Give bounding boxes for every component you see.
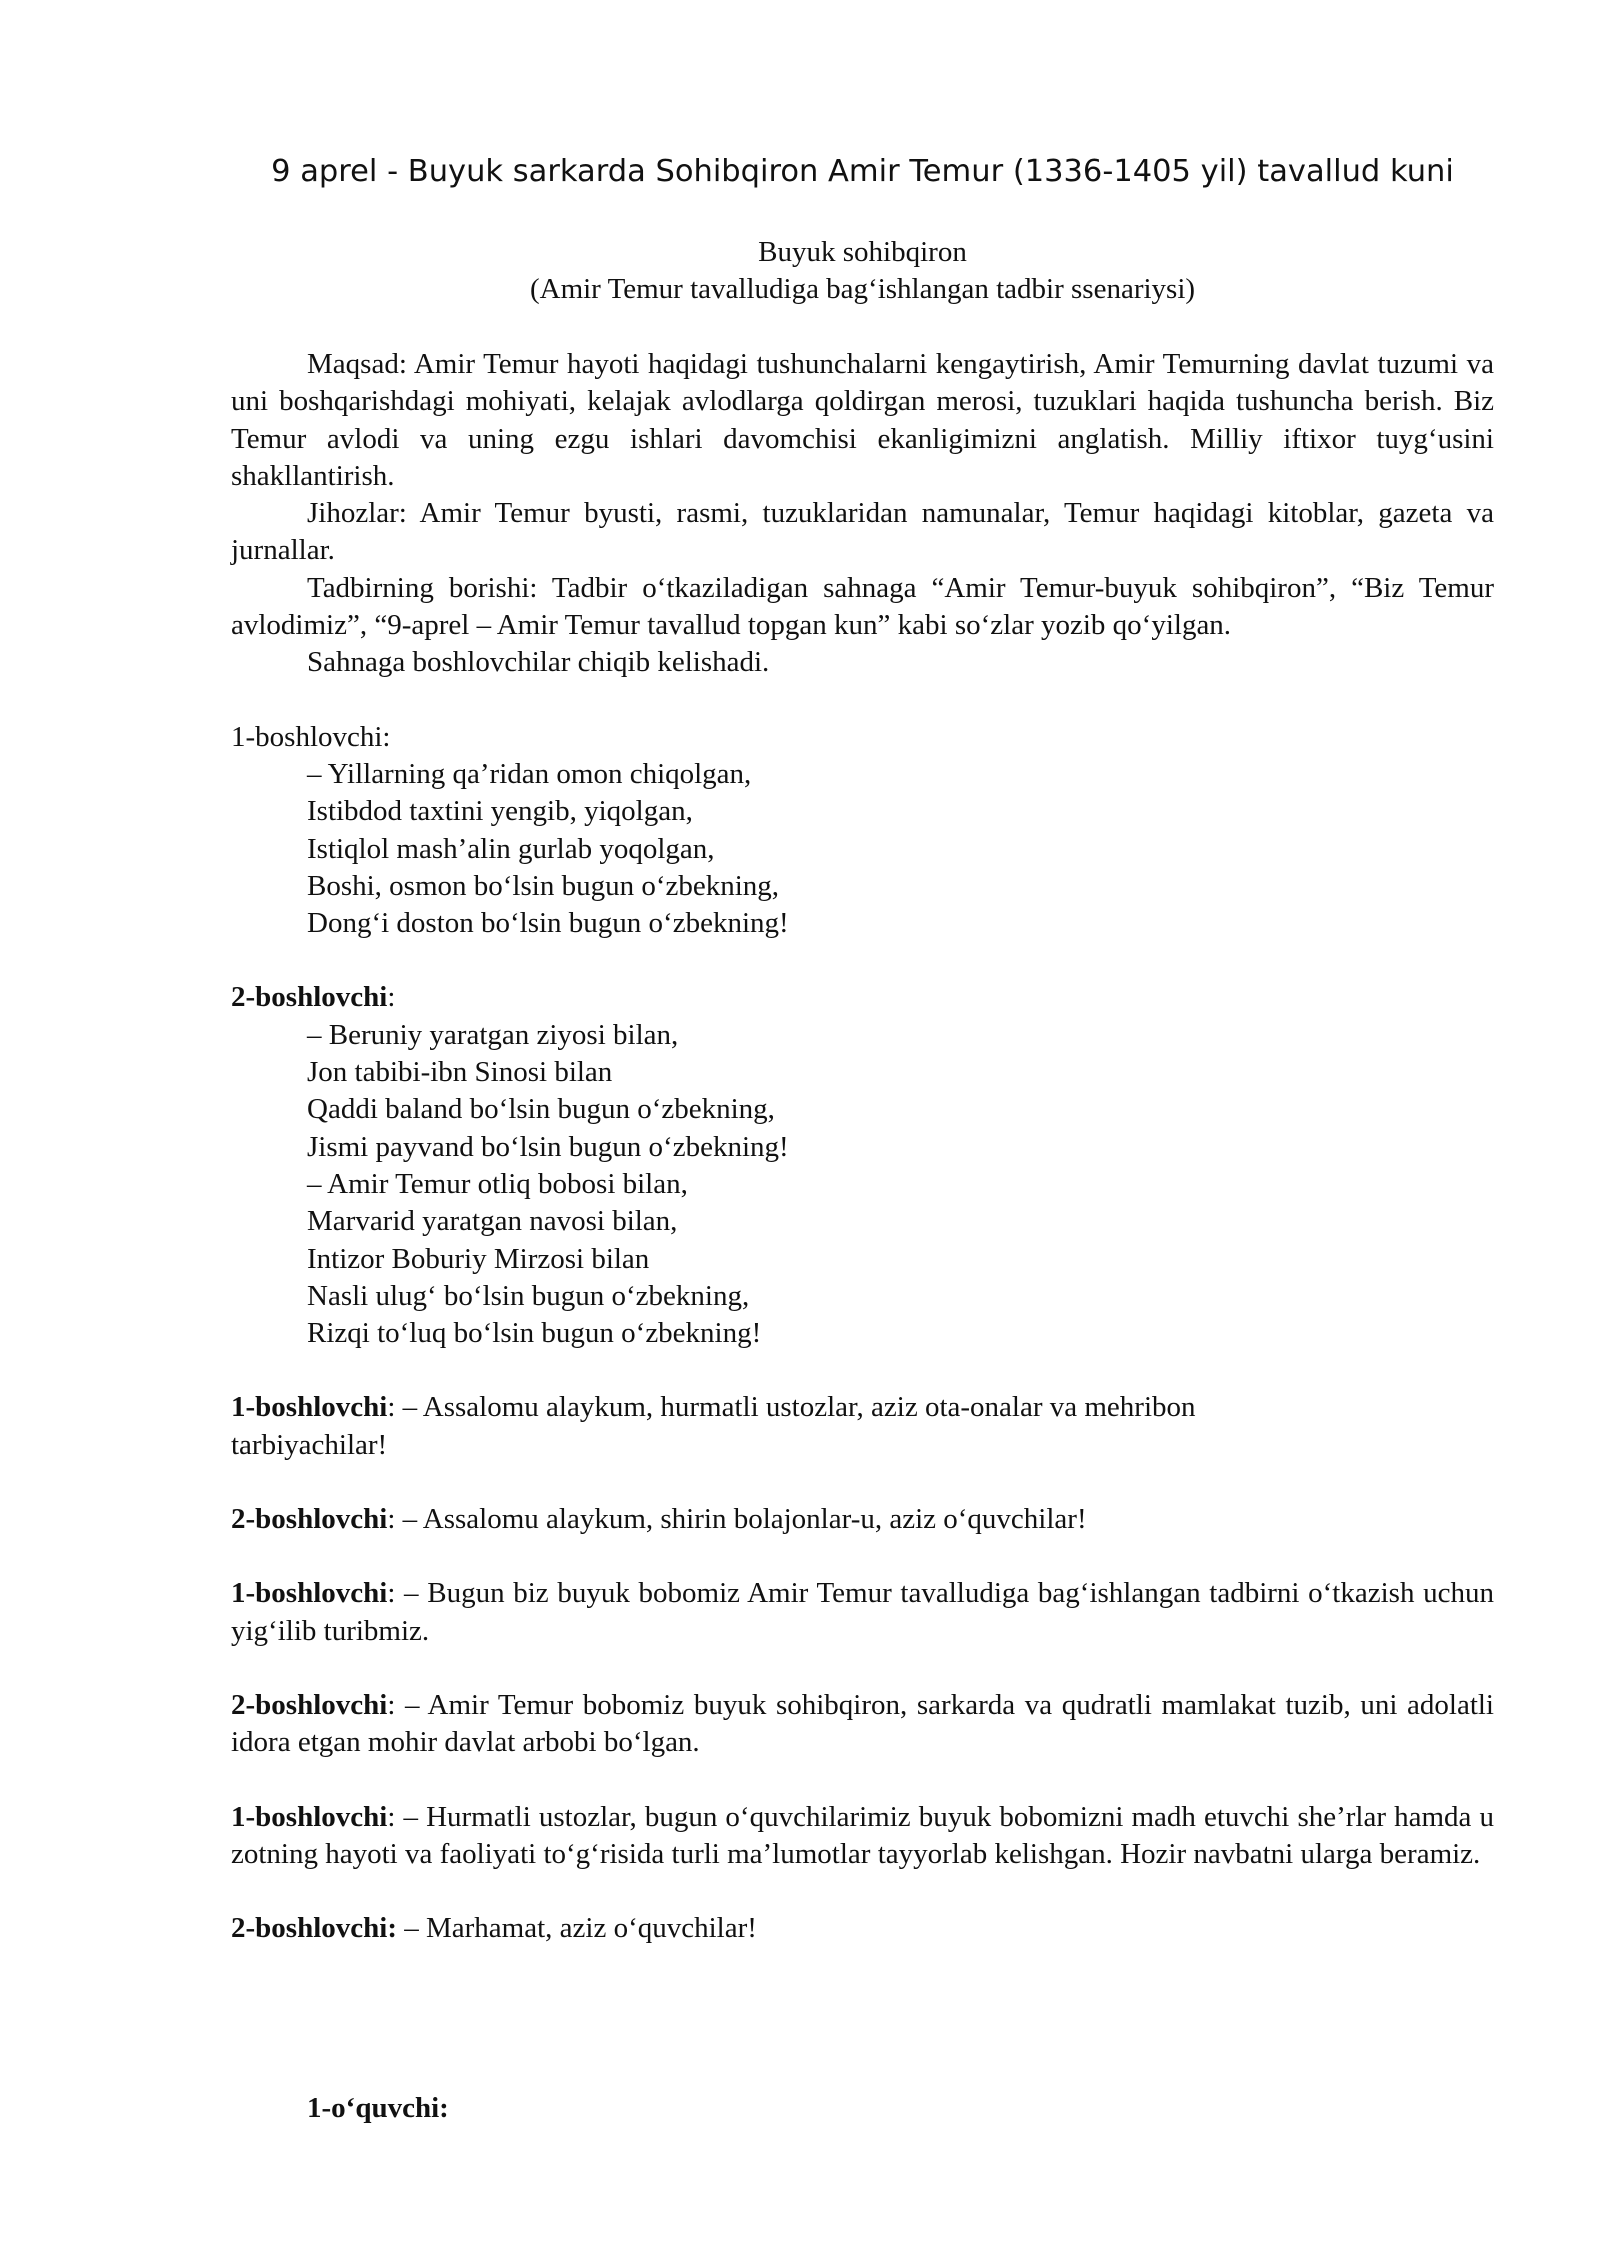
speaker-label: 2-boshlovchi (231, 1503, 388, 1536)
verse-line: Jismi payvand bo‘lsin bugun o‘zbekning! (307, 1130, 789, 1163)
poem-verse-1 (231, 756, 1494, 942)
scenario-subtitle: (Amir Temur tavalludiga bag‘ishlangan tadbir ssenariysi) (529, 272, 1196, 305)
verse-line: Intizor Boburiy Mirzosi bilan (307, 1242, 650, 1275)
speaker-label: 2-boshlovchi: (231, 1912, 397, 1945)
verse-line: Istiqlol mash’alin gurlab yoqolgan, (307, 832, 715, 865)
verse-line: – Amir Temur otliq bobosi bilan, (307, 1167, 688, 1200)
dialogue-line: 2-boshlovchi: – Assalomu alaykum, shirin bolajonlar-u, aziz o‘quvchilar! (231, 1503, 1087, 1536)
document-title: 9 aprel - Buyuk sarkarda Sohibqiron Amir Temur (1336-1405 yil) tavallud kuni (271, 154, 1454, 189)
speaker-heading: 2-boshlovchi: (231, 981, 396, 1014)
dialogue-line-continued: tarbiyachilar! (231, 1428, 388, 1461)
speaker-label: 1-boshlovchi: (231, 720, 391, 753)
speaker-label: 2-boshlovchi (231, 1688, 388, 1721)
document-page (231, 0, 1494, 2262)
verse-line: – Beruniy yaratgan ziyosi bilan, (307, 1018, 679, 1051)
speaker-label: 1-boshlovchi (231, 1800, 388, 1833)
scenario-title: Buyuk sohibqiron (758, 236, 967, 268)
stage-paragraph: Sahnaga boshlovchilar chiqib kelishadi. (307, 646, 770, 679)
verse-line: Qaddi baland bo‘lsin bugun o‘zbekning, (307, 1093, 775, 1126)
dialogue-line: 1-boshlovchi: – Bugun biz buyuk bobomiz Amir Temur tavalludiga bag‘ishlangan tadbirni o‘tkazish uchun yig‘ilib turibmiz. (231, 1577, 1494, 1647)
dialogue-line: 2-boshlovchi: – Marhamat, aziz o‘quvchilar! (231, 1912, 757, 1945)
verse-line: – Yillarning qa’ridan omon chiqolgan, (307, 757, 752, 790)
dialogue-line: 1-boshlovchi: – Hurmatli ustozlar, bugun o‘quvchilarimiz buyuk bobomizni madh etuvchi she’rlar hamda u zotning hayoti va faoliyati to‘g‘risida turli ma’lumotlar tayyorlab kelishgan. Hozir navbatni ularga beramiz. (231, 1800, 1494, 1870)
procedure-paragraph: Tadbirning borishi: Tadbir o‘tkaziladigan sahnaga “Amir Temur-buyuk sohibqiron”, “Biz Temur avlodimiz”, “9-aprel – Amir Temur tavallud topgan kun” kabi so‘zlar yozib qo‘yilgan. (231, 571, 1494, 642)
verse-line: Istibdod taxtini yengib, yiqolgan, (307, 795, 693, 828)
verse-line: Dong‘i doston bo‘lsin bugun o‘zbekning! (307, 907, 789, 940)
poem-verse-2 (231, 1017, 1494, 1353)
speaker-label: 1-boshlovchi (231, 1391, 388, 1424)
document-body (231, 346, 1494, 1947)
dialogue-line: 2-boshlovchi: – Amir Temur bobomiz buyuk sohibqiron, sarkarda va qudratli mamlakat tuzib, uni adolatli idora etgan mohir davlat arbobi bo‘lgan. (231, 1688, 1494, 1759)
scenario-heading (231, 234, 1494, 307)
goal-paragraph: Maqsad: Amir Temur hayoti haqidagi tushunchalarni kengaytirish, Amir Temurning davlat tuzumi va uni boshqarishdagi mohiyati, kelajak avlodlarga qoldirgan merosi, tuzuklari haqida tushuncha berish. Biz Temur avlodi va uning ezgu ishlari davomchisi ekanligimizni anglatish. Milliy iftixor tuyg‘usini shakllantirish. (231, 348, 1494, 492)
reader-label: 1-o‘quvchi: (307, 2092, 449, 2124)
equipment-paragraph: Jihozlar: Amir Temur byusti, rasmi, tuzuklaridan namunalar, Temur haqidagi kitoblar, gazeta va jurnallar. (231, 497, 1494, 567)
verse-line: Marvarid yaratgan navosi bilan, (307, 1205, 678, 1238)
verse-line: Rizqi to‘luq bo‘lsin bugun o‘zbekning! (307, 1317, 762, 1350)
verse-line: Boshi, osmon bo‘lsin bugun o‘zbekning, (307, 869, 780, 902)
verse-line: Jon tabibi-ibn Sinosi bilan (307, 1056, 613, 1089)
speaker-label: 1-boshlovchi (231, 1577, 388, 1610)
dialogue-line: 1-boshlovchi: – Assalomu alaykum, hurmatli ustozlar, aziz ota-onalar va mehribon (231, 1391, 1196, 1424)
speaker-label: 2-boshlovchi (231, 981, 388, 1014)
verse-line: Nasli ulug‘ bo‘lsin bugun o‘zbekning, (307, 1279, 750, 1312)
